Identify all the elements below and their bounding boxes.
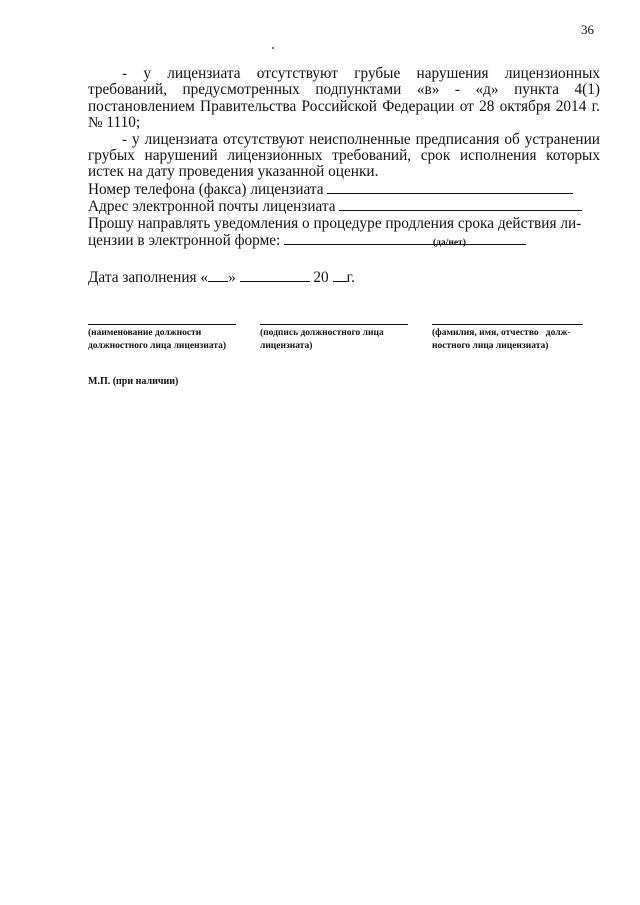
day-field-line (208, 269, 228, 282)
date-label: Дата заполнения « (88, 269, 209, 286)
email-row (88, 198, 600, 215)
sign-caption: (подпись должностного лица лицензиата) (260, 328, 384, 351)
notify-row-1 (88, 216, 600, 232)
notify-row-2 (88, 232, 600, 249)
phone-label: Номер телефона (факса) лицензиата (88, 180, 324, 198)
year-suffix: г. (346, 269, 355, 286)
name-signature-line (432, 324, 583, 325)
notify-hint: (да/нет) (433, 238, 466, 248)
page-number: 36 (581, 22, 594, 37)
phone-field-line (327, 181, 573, 194)
sign-signature-line (260, 324, 408, 325)
notify-text-line-1: Прошу направлять уведомления о процедуре продления срока действия ли- (88, 214, 582, 232)
paragraph-prescriptions: - у лицензиата отсутствуют неисполненные предписания об устранении грубых нарушений лицензионных требований, срок исполнения которых истек на дату проведения указанной оценки. (88, 130, 600, 181)
email-field-line (339, 198, 582, 211)
stamp-note: М.П. (при наличии) (88, 376, 179, 387)
date-close-quote: » (228, 269, 236, 286)
phone-row (88, 181, 600, 198)
notify-field-line (284, 232, 526, 245)
month-field-line (240, 269, 310, 282)
position-signature-line (88, 324, 236, 325)
email-label: Адрес электронной почты лицензиата (88, 198, 336, 216)
fill-date-row (88, 269, 355, 287)
year-field-line (333, 269, 347, 282)
name-caption: (фамилия, имя, отчество долж- ностного лица лицензиата) (432, 328, 571, 351)
scan-dot (272, 47, 274, 49)
document-body (88, 66, 600, 249)
year-prefix: 20 (313, 269, 329, 286)
paragraph-violations: - у лицензиата отсутствуют грубые нарушения лицензионных требований, предусмотренных подпунктами «в» - «д» пункта 4(1) постановлением Правительства Российской Федерации от 28 октября 2014 г. № 1110; (88, 65, 600, 132)
position-caption: (наименование должности должностного лица лицензиата) (88, 328, 227, 351)
notify-text-line-2: цензии в электронной форме: (88, 232, 281, 250)
